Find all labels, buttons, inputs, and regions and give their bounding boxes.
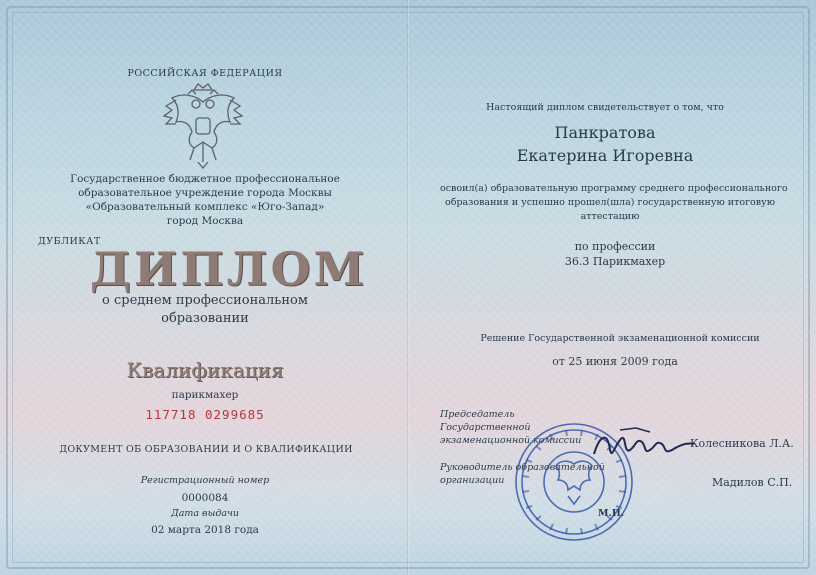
registration-label: Регистрационный номер — [140, 475, 270, 486]
coat-of-arms-icon — [158, 82, 248, 170]
diploma-subtitle — [70, 292, 340, 328]
certifies-text: Настоящий диплом свидетельствует о том, что — [486, 102, 724, 113]
registration-number: 0000084 — [181, 492, 229, 504]
stamp-place-label: М.П. — [598, 508, 625, 519]
duplicate-label: ДУБЛИКАТ — [38, 236, 101, 247]
head-title-line: Руководитель образовательной — [440, 462, 605, 473]
given-names: Екатерина Игоревна — [516, 146, 694, 165]
subtitle-line: образовании — [161, 311, 249, 326]
chair-title-line: Председатель — [440, 409, 515, 420]
decision-date: от 25 июня 2009 года — [552, 355, 678, 368]
institution-line: образовательное учреждение города Москвы — [78, 187, 332, 199]
decision-label: Решение Государственной экзаменационной комиссии — [480, 333, 760, 344]
issue-date: 02 марта 2018 года — [151, 524, 259, 536]
diploma-title: ДИПЛОМ — [90, 242, 368, 296]
institution-city: город Москва — [166, 215, 244, 227]
chair-signature-icon — [590, 424, 700, 468]
country-label: РОССИЙСКАЯ ФЕДЕРАЦИЯ — [127, 68, 283, 79]
institution-line: «Образовательный комплекс «Юго-Запад» — [85, 201, 325, 213]
series-number: 117718 0299685 — [145, 407, 265, 422]
mastered-line: аттестацию — [580, 211, 640, 222]
head-title-line: организации — [440, 475, 505, 486]
institution-block — [60, 172, 350, 228]
mastered-line: освоил(а) образовательную программу среднего профессионального — [440, 183, 788, 194]
surname: Панкратова — [554, 123, 656, 142]
document-type: ДОКУМЕНТ ОБ ОБРАЗОВАНИИ И О КВАЛИФИКАЦИИ — [59, 444, 353, 455]
institution-line: Государственное бюджетное профессиональное — [70, 173, 340, 185]
mastered-block — [440, 182, 788, 224]
chair-title-line: экзаменационной комиссии — [440, 435, 582, 446]
profession-value: 36.3 Парикмахер — [564, 255, 666, 268]
chair-title-line: Государственной — [440, 422, 531, 433]
chair-name: Колесникова Л.А. — [690, 437, 794, 450]
profession-label: по профессии — [574, 240, 656, 253]
center-fold — [407, 0, 409, 575]
issue-date-label: Дата выдачи — [170, 508, 240, 519]
mastered-line: образования и успешно прошел(шла) государственную итоговую — [445, 197, 775, 208]
qualification-label: Квалификация — [126, 358, 284, 382]
subtitle-line: о среднем профессиональном — [102, 293, 308, 308]
qualification-value: парикмахер — [171, 389, 239, 401]
head-name: Мадилов С.П. — [712, 476, 793, 489]
